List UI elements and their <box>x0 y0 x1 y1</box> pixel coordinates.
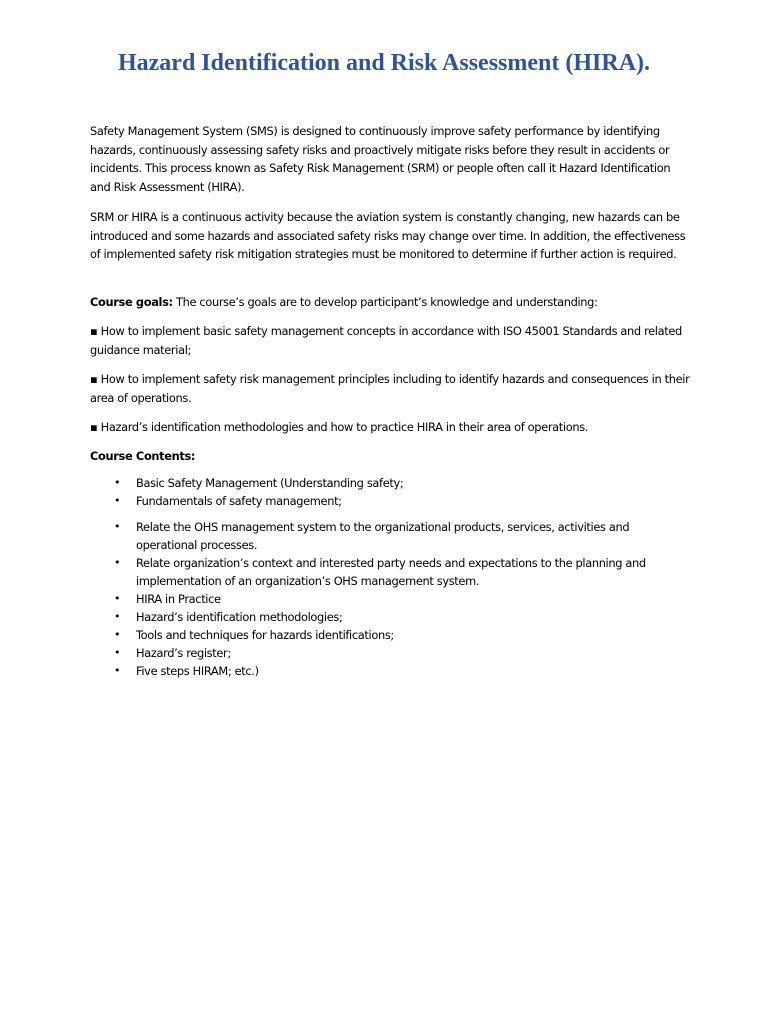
list-item <box>90 626 690 644</box>
list-item-text: Hazard’s register; <box>136 646 231 660</box>
list-item-text: Fundamentals of safety management; <box>136 494 342 508</box>
list-item-text: Five steps HIRAM; etc.) <box>136 664 259 678</box>
document-title: Hazard Identification and Risk Assessment (HIRA). <box>117 50 651 76</box>
bullet-icon: • <box>114 556 121 569</box>
bullet-icon: • <box>114 476 121 489</box>
list-item <box>90 518 690 554</box>
goal-item: ▪ Hazard’s identification methodologies and how to practice HIRA in their area of operations. <box>90 420 589 434</box>
list-item <box>90 608 690 626</box>
list-item-text: Relate the OHS management system to the organizational products, services, activities and operational processes. <box>136 520 630 552</box>
list-item <box>90 662 690 680</box>
list-item <box>90 590 690 608</box>
intro-paragraph: Safety Management System (SMS) is designed to continuously improve safety performance by identifying hazards, continuously assessing safety risks and proactively mitigate risks before they result in accidents or incidents. This process known as Safety Risk Management (SRM) or people often call it Hazard Identification and Risk Assessment (HIRA). <box>90 124 671 194</box>
bullet-icon: • <box>114 646 121 659</box>
list-item <box>90 554 690 590</box>
bullet-icon: • <box>114 520 121 533</box>
course-goals-text: The course’s goals are to develop participant’s knowledge and understanding: <box>172 295 598 309</box>
course-contents-list <box>90 474 690 680</box>
hira-paragraph: SRM or HIRA is a continuous activity because the aviation system is constantly changing, new hazards can be introduced and some hazards and associated safety risks may change over time. In addition, the effectiveness of implemented safety risk mitigation strategies must be monitored to determine if further action is required. <box>90 210 686 262</box>
course-goals-label: Course goals: <box>90 295 173 309</box>
bullet-icon: • <box>114 592 121 605</box>
list-item-text: Relate organization’s context and interested party needs and expectations to the planning and implementation of an organization’s OHS management system. <box>136 556 646 588</box>
course-goals-paragraph <box>90 293 690 312</box>
goal-item: ▪ How to implement safety risk management principles including to identify hazards and consequences in their area of operations. <box>90 372 690 405</box>
list-item-text: Hazard’s identification methodologies; <box>136 610 343 624</box>
list-item-text: HIRA in Practice <box>136 592 221 606</box>
course-contents-heading: Course Contents: <box>90 449 196 463</box>
list-item <box>90 474 690 492</box>
bullet-icon: • <box>114 664 121 677</box>
list-item <box>90 492 690 510</box>
goal-item: ▪ How to implement basic safety management concepts in accordance with ISO 45001 Standards and related guidance material; <box>90 324 682 357</box>
bullet-icon: • <box>114 610 121 623</box>
list-item <box>90 644 690 662</box>
bullet-icon: • <box>114 628 121 641</box>
list-item-text: Basic Safety Management (Understanding safety; <box>136 476 404 490</box>
list-item-text: Tools and techniques for hazards identifications; <box>136 628 394 642</box>
bullet-icon: • <box>114 494 121 507</box>
